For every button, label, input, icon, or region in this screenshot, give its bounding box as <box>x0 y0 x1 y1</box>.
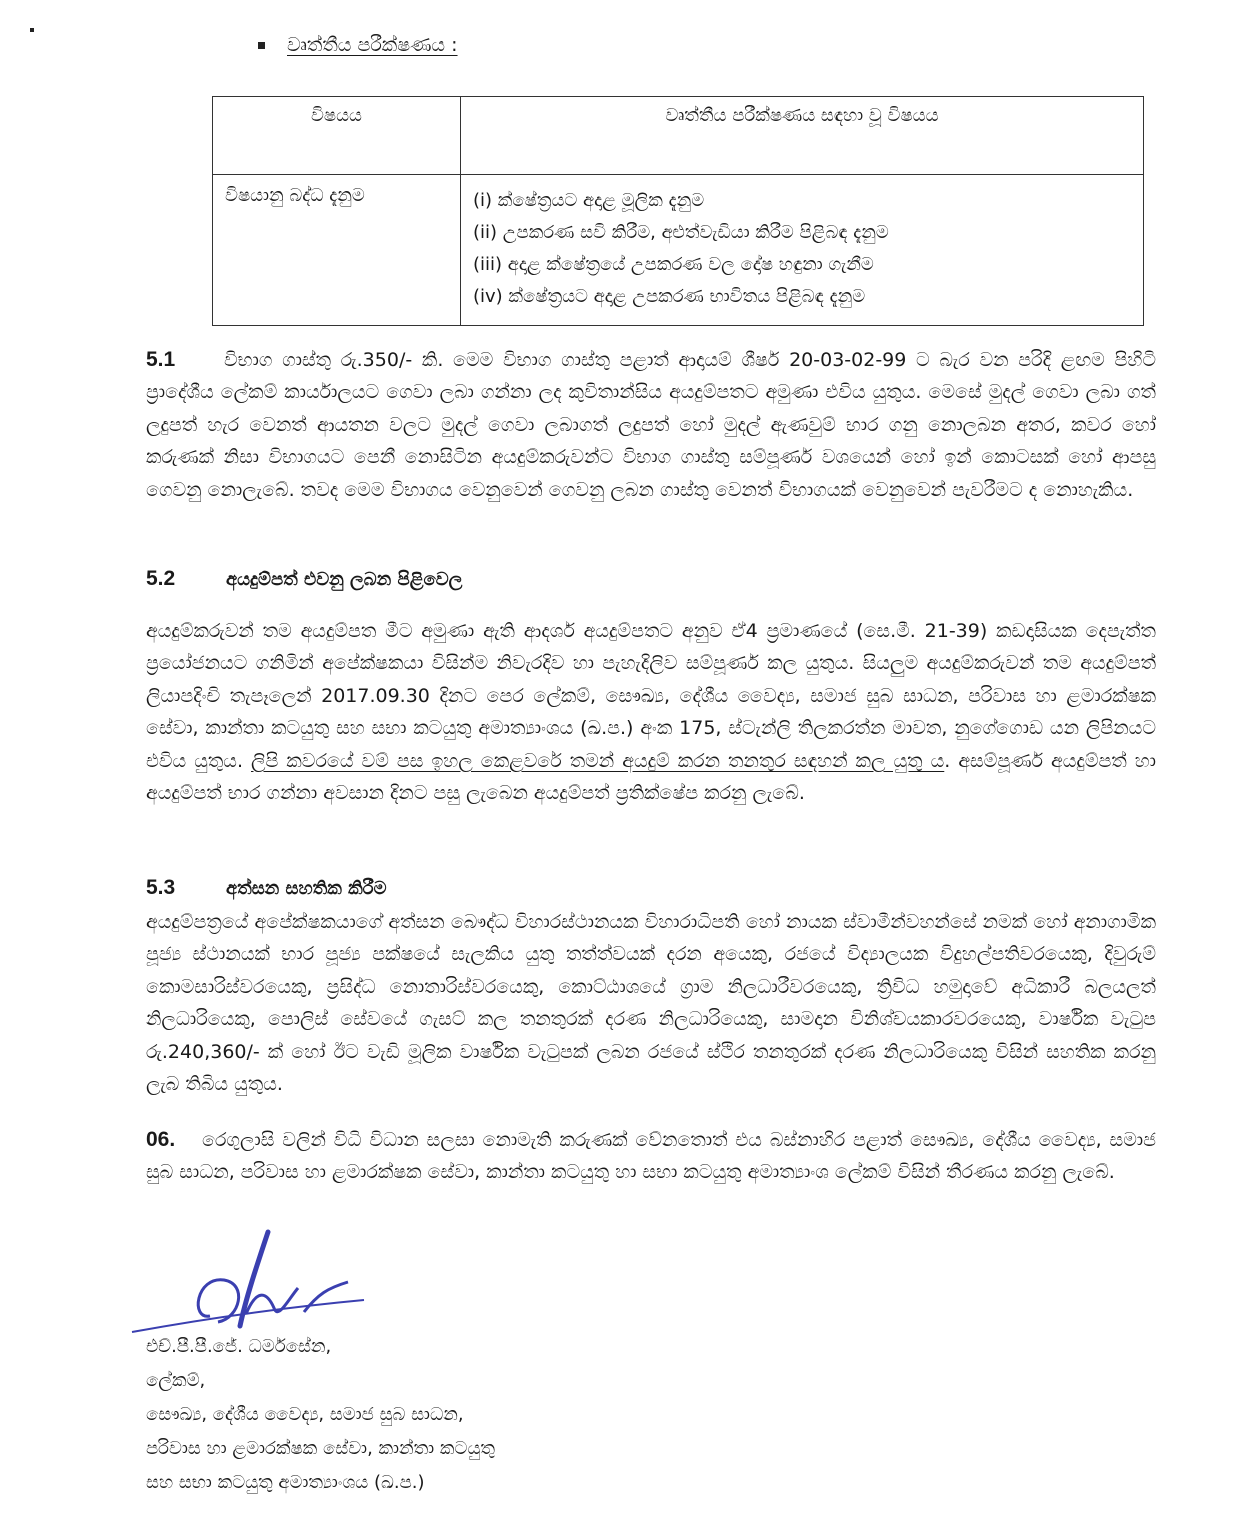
table-items-cell <box>461 175 1144 326</box>
section-title: අයදුම්පත් එවනු ලබන පිළිවෙල <box>226 569 463 590</box>
table-header-cell: වෘත්තීය පරීක්ෂණය සඳහා වූ විෂයය <box>461 97 1144 175</box>
table-row <box>213 175 1144 326</box>
section-number: 5.1 <box>146 348 176 371</box>
section-title: අත්සන සහතික කිරීම <box>226 878 387 899</box>
section-text-tail: . අසම්පූර්ණ අයදුම්පත් හා අයදුම්පත් භාර ගන්නා අවසාන දිනට පසු ලැබෙන අයදුම්පත් ප්‍රතික්ෂේප කරනු ලැබේ. <box>146 749 1156 805</box>
section-5-3-heading <box>146 876 387 900</box>
square-bullet-icon <box>258 42 265 49</box>
section-number: 06. <box>146 1128 176 1151</box>
bullet-heading <box>258 34 458 56</box>
ministry-line: සෞඛ්‍ය, දේශීය වෛද්‍ය, සමාජ සුබ සාධන, <box>146 1404 464 1425</box>
signatory-title: ලේකම්, <box>146 1370 206 1391</box>
table-header-cell: විෂයය <box>213 97 461 175</box>
table-header-row <box>213 97 1144 175</box>
ministry-line: සහ සභා කටයුතු අමාත්‍යාංශය (ඛ.ප.) <box>146 1472 425 1493</box>
section-5-3-body <box>146 906 1156 1136</box>
table-subject-cell: විෂයානු බද්ධ දැනුම <box>213 175 461 326</box>
section-text: විභාග ගාස්තු රු.350/- කි. මෙම විභාග ගාස්තු පළාත් ආදායම් ශීර්ෂ 20-03-02-99 ට බැර වන පරිදි ළඟම පිහිටි ප්‍රාදේශීය ලේකම් කාර්යාලයට ගෙවා ලබා ගන්නා ලද කුවිතාන්සිය අයදුම්පතට අමුණා එවිය යුතුය. මෙසේ මුදල් ගෙවා ලබා ගත් ලදුපත් හැර වෙනත් ආයතන වලට මුදල් ගෙවා ලබාගත් ලදුපත් හෝ මුදල් ඇණවුම් භාර ගනු නොලබන අතර, කවර හෝ කරුණක් නිසා විභාගයට පෙනී නොසිටින අයදුම්කරුවන්ට විභාග ගාස්තු සම්පූර්ණ වශයෙන් හෝ ඉන් කොටසක් හෝ ආපසු ගෙවනු නොලැබේ. තවද මෙම විභාගය වෙනුවෙන් ගෙවනු ලබන ගාස්තු වෙනත් විභාගයක් වෙනුවෙන් පැවරීමට ද නොහැකිය. <box>146 349 1156 501</box>
table-item: (ii) උපකරණ සවි කිරීම, අළුත්වැඩියා කිරීම පිළිබඳ දැනුම <box>473 222 889 243</box>
section-text: අයදුම්කරුවන් තම අයදුම්පත මීට අමුණා ඇති ආදර්ශ අයදුම්පතට අනුව ඒ4 ප්‍රමාණයේ (සෙ.මී. 21-39) කඩදාසියක දෙපැත්ත ප්‍රයෝජනයට ගනිමින් අපේක්ෂකයා විසින්ම නිවැරදිව හා පැහැදිලිව සම්පූර්ණ කල යුතුය. සියලුම අයදුම්කරුවන් තම අයදුම්පත් ලියාපදිංචි තැපෑලෙන් 2017.09.30 දිනට පෙර ලේකම්, සෞඛ්‍ය, දේශීය වෛද්‍ය, සමාජ සුබ සාධන, පරිවාස හා ළමාරක්ෂක සේවා, කාන්තා කටයුතු සහ සභා කටයුතු අමාත්‍යාංශය (ඛ.ප.) අංක 175, ස්ටැන්ලි තිලකරත්න මාවත, නුගේගොඩ යන ලිපිනයට එවිය යුතුය. <box>146 620 1156 772</box>
section-5-2-body <box>146 615 1156 845</box>
table-item: (iii) අදාළ ක්ෂේත්‍රයේ උපකරණ වල දෝෂ හඳුනා ගැනීම <box>473 254 874 275</box>
bullet-heading-text: වෘත්තීය පරීක්ෂණය : <box>287 34 458 56</box>
section-number: 5.2 <box>146 567 176 590</box>
section-5-2-heading <box>146 567 462 591</box>
section-5-1 <box>146 344 1156 544</box>
ministry-line: පරිවාස හා ළමාරක්ෂක සේවා, කාන්තා කටයුතු <box>146 1438 496 1459</box>
section-06 <box>146 1124 1156 1234</box>
handwritten-signature <box>128 1228 368 1338</box>
section-text: අයදුම්පත්‍රයේ අපේක්ෂකයාගේ අත්සන බෞද්ධ විහාරස්ථානයක විහාරාධිපති හෝ නායක ස්වාමීන්වහන්සේ නමක් හෝ අනාගාමික පූජ්‍ය ස්ථානයක් භාර පූජ්‍ය පක්ෂයේ සැලකිය යුතු තත්ත්වයක් දරන අයෙකු, රජයේ විද්‍යාලයක විදුහල්පතිවරයෙකු, දිවුරුම් කොමසාරිස්වරයෙකු, ප්‍රසිද්ධ නොතාරිස්වරයෙකු, කොට්ඨාශයේ ග්‍රාම නිලධාරීවරයෙකු, ත්‍රිවිධ හමුදාවේ අධිකාරී බලයලත් නිලධාරියෙකු, පොලිස් සේවයේ ගැසට් කල තනතුරක් දරණ නිලධාරියෙකු, සාමදාන විනිශ්චයකාරවරයෙකු, වාර්ෂික වැටුප රු.240,360/- ක් හෝ ඊට වැඩි මූලික වාර්ෂික වැටුපක් ලබන රජයේ ස්ථිර තනතුරක් දරණ නිලධාරියෙකු විසින් සහතික කරනු ලැබ තිබිය යුතුය. <box>146 911 1156 1096</box>
table-item: (i) ක්ෂේත්‍රයට අදාළ මූලික දැනුම <box>473 190 705 211</box>
underlined-instruction: ලිපි කවරයේ වම් පස ඉහල කෙළවරේ තමන් අයදුම් කරන තනතුර සඳහන් කල යුතු ය <box>251 749 945 772</box>
section-number: 5.3 <box>146 876 176 899</box>
section-text: රෙගුලාසි වලින් විධි විධාන සලසා නොමැති කරුණක් වේනතොත් එය බස්නාහිර පළාත් සෞඛ්‍ය, දේශීය වෛද්‍ය, සමාජ සුබ සාධන, පරිවාස හා ළමාරක්ෂක සේවා, කාන්තා කටයුතු හා සභා කටයුතු අමාත්‍යාංශ ලේකම් විසින් තීරණය කරනු ලැබේ. <box>146 1129 1156 1184</box>
exam-subject-table <box>212 96 1144 326</box>
page-mark <box>30 28 34 32</box>
table-item: (iv) ක්ෂේත්‍රයට අදාළ උපකරණ භාවිතය පිළිබඳ දැනුම <box>473 286 866 307</box>
signatory-name: එච්.පී.පී.ජේ. ධර්මසේන, <box>146 1336 332 1357</box>
